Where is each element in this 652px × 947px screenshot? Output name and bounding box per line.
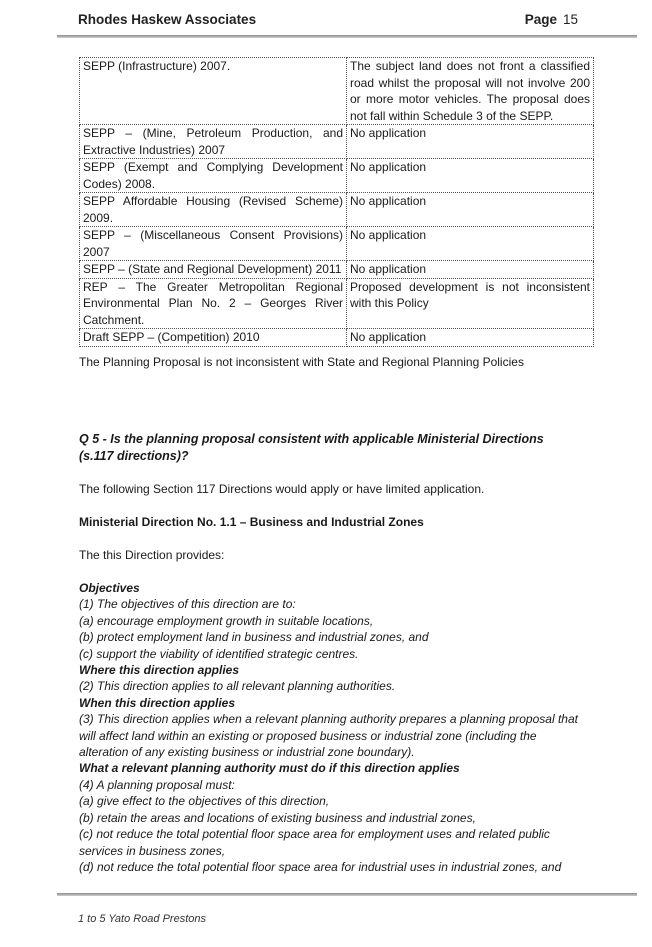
comment-cell: Proposed development is not inconsistent with this Policy — [347, 278, 594, 329]
policy-cell: SEPP (Infrastructure) 2007. — [80, 58, 347, 125]
policy-cell: REP – The Greater Metropolitan Regional Environmental Plan No. 2 – Georges River Catchment. — [80, 278, 347, 329]
policy-cell: SEPP – (Miscellaneous Consent Provisions) 2007 — [80, 227, 347, 261]
when-line: (3) This direction applies when a relevant planning authority prepares a planning proposal that will affect land within an existing or proposed business or industrial zone (including the alteration of any existing business or industrial zone boundary). — [79, 712, 578, 760]
table-row — [80, 58, 594, 125]
comment-cell: The subject land does not front a classified road whilst the proposal will not involve 200 or more motor vehicles. The proposal does not fall within Schedule 3 of the SEPP. — [347, 58, 594, 125]
table-row — [80, 278, 594, 329]
what-item: (d) not reduce the total potential floor space area for industrial uses in industrial zones, and — [79, 859, 562, 874]
sepp-table — [79, 57, 594, 347]
comment-cell: No application — [347, 193, 594, 227]
table-row — [80, 159, 594, 193]
comment-cell: No application — [347, 261, 594, 279]
objectives-item: (b) protect employment land in business and industrial zones, and — [79, 630, 429, 645]
table-row — [80, 261, 594, 279]
comment-cell: No application — [347, 159, 594, 193]
objectives-heading: Objectives — [79, 581, 140, 595]
header-rule — [57, 35, 637, 38]
question-heading: Q 5 - Is the planning proposal consistent with applicable Ministerial Directions (s.117 directions)? — [79, 432, 544, 463]
objectives-item: (c) support the viability of identified strategic centres. — [79, 646, 359, 661]
where-line: (2) This direction applies to all relevant planning authorities. — [79, 679, 396, 694]
direction-heading: Ministerial Direction No. 1.1 – Business and Industrial Zones — [79, 515, 424, 529]
footer-rule — [57, 893, 637, 896]
when-heading: When this direction applies — [79, 695, 236, 710]
table-row — [80, 329, 594, 347]
policy-cell: SEPP – (State and Regional Development) 2011 — [80, 261, 347, 279]
table-row — [80, 125, 594, 159]
page-label: Page — [524, 12, 557, 27]
table-row — [80, 227, 594, 261]
policy-cell: SEPP – (Mine, Petroleum Production, and Extractive Industries) 2007 — [80, 125, 347, 159]
objectives-line: (1) The objectives of this direction are to: — [79, 597, 296, 612]
intro-text: The following Section 117 Directions would apply or have limited application. — [79, 482, 485, 496]
page-footer: 1 to 5 Yato Road Prestons — [78, 913, 207, 925]
table-row — [80, 193, 594, 227]
organisation-name: Rhodes Haskew Associates — [78, 12, 257, 27]
what-line: (4) A planning proposal must: — [79, 777, 235, 792]
what-heading: What a relevant planning authority must do if this direction applies — [79, 761, 460, 776]
what-item: (c) not reduce the total potential floor space area for employment uses and related public services in business zones, — [79, 827, 550, 858]
page-number: 15 — [562, 12, 578, 27]
policy-cell: Draft SEPP – (Competition) 2010 — [80, 329, 347, 347]
what-item: (a) give effect to the objectives of this direction, — [79, 794, 330, 809]
page-header — [78, 12, 578, 32]
direction-text — [79, 580, 579, 875]
direction-intro: The this Direction provides: — [79, 548, 225, 562]
page-indicator — [525, 12, 578, 27]
comment-cell: No application — [347, 227, 594, 261]
what-item: (b) retain the areas and locations of existing business and industrial zones, — [79, 810, 476, 825]
policy-cell: SEPP Affordable Housing (Revised Scheme) 2009. — [80, 193, 347, 227]
comment-cell: No application — [347, 329, 594, 347]
conclusion-text: The Planning Proposal is not inconsistent with State and Regional Planning Policies — [79, 355, 524, 369]
comment-cell: No application — [347, 125, 594, 159]
policy-cell: SEPP (Exempt and Complying Development Codes) 2008. — [80, 159, 347, 193]
where-heading: Where this direction applies — [79, 663, 240, 678]
objectives-item: (a) encourage employment growth in suitable locations, — [79, 613, 374, 628]
